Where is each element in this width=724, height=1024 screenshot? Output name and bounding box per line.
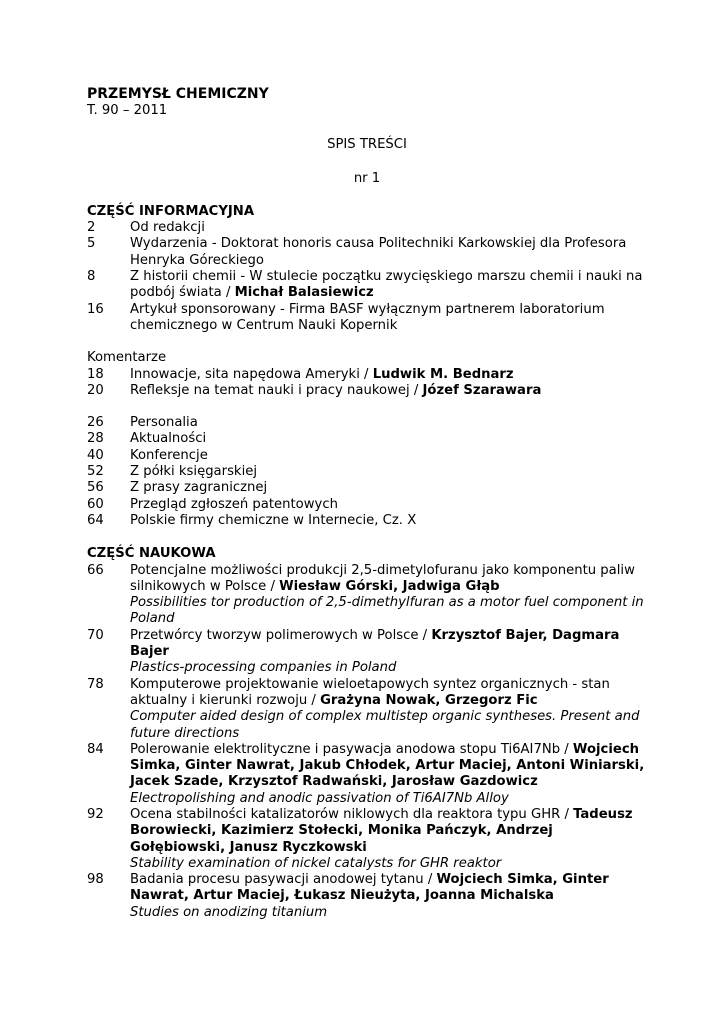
entry-page: 2: [87, 220, 96, 236]
entry-title: Badania procesu pasywacji anodowej tytanu /: [130, 872, 437, 888]
toc-entry: [87, 431, 647, 447]
entry-page: 98: [87, 872, 104, 888]
toc-entry: [87, 628, 647, 677]
toc-entry: [87, 563, 647, 628]
toc-entry: [87, 480, 647, 496]
comments-heading: Komentarze: [87, 350, 167, 366]
info-section-heading: CZĘŚĆ INFORMACYJNA: [87, 203, 255, 219]
entry-page: 8: [87, 269, 96, 285]
entry-author: Krzysztof Bajer, Dagmara Bajer: [130, 627, 620, 660]
entry-page: 26: [87, 415, 104, 431]
entry-title: Ocena stabilności katalizatorów niklowych dla reaktora typu GHR /: [130, 806, 574, 822]
entry-page: 56: [87, 480, 104, 496]
entry-author: Grażyna Nowak, Grzegorz Fic: [320, 692, 538, 708]
entry-author: Tadeusz Borowiecki, Kazimierz Stołecki, Monika Pańczyk, Andrzej Gołębiowski, Janusz Ryczkowski: [130, 806, 633, 855]
entry-page: 78: [87, 676, 104, 692]
entry-page: 40: [87, 447, 104, 463]
entry-page: 18: [87, 366, 104, 382]
entry-page: 84: [87, 741, 104, 757]
entry-title: Refleksje na temat nauki i pracy naukowej /: [130, 382, 423, 398]
entry-title: Aktualności: [130, 431, 207, 447]
entry-author: Józef Szarawara: [422, 382, 542, 398]
entry-page: 52: [87, 464, 104, 480]
science-list: [87, 563, 647, 922]
entry-page: 70: [87, 627, 104, 643]
toc-entry: [87, 497, 647, 513]
entry-author: Wojciech Simka, Ginter Nawrat, Artur Maciej, Łukasz Nieużyta, Joanna Michalska: [130, 872, 609, 904]
entry-english-title: Studies on anodizing titanium: [130, 904, 328, 920]
entry-title: Przetwórcy tworzyw polimerowych w Polsce /: [130, 627, 432, 643]
entry-english-title: Electropolishing and anodic passivation of Ti6AI7Nb Alloy: [130, 790, 509, 806]
toc-entry: [87, 448, 647, 464]
toc-entry: [87, 872, 647, 921]
entry-title: Artykuł sponsorowany - Firma BASF wyłącznym partnerem laboratorium chemicznego w Centrum Nauki Kopernik: [130, 301, 605, 333]
issue-number: nr 1: [353, 170, 381, 186]
toc-entry: [87, 220, 647, 236]
science-section-heading: CZĘŚĆ NAUKOWA: [87, 546, 216, 562]
entry-title: Konferencje: [130, 447, 208, 463]
entry-page: 16: [87, 301, 104, 317]
entry-author: Wojciech Simka, Ginter Nawrat, Jakub Chłodek, Artur Maciej, Antoni Winiarski, Jacek Szade, Krzysztof Radwański, Jarosław Gazdowicz: [130, 741, 645, 790]
entry-author: Ludwik M. Bednarz: [372, 366, 514, 382]
entry-english-title: Stability examination of nickel catalysts for GHR reaktor: [130, 855, 502, 871]
entry-title: Personalia: [130, 415, 198, 431]
toc-entry: [87, 677, 647, 742]
entry-title: Komputerowe projektowanie wieloetapowych syntez organicznych - stan aktualny i kierunki rozwoju /: [130, 676, 610, 708]
entry-page: 64: [87, 512, 104, 528]
entry-title: Z prasy zagranicznej: [130, 480, 268, 496]
toc-entry: [87, 464, 647, 480]
entry-title: Z historii chemii - W stulecie początku zwycięskiego marszu chemii i nauki na podbój świata /: [130, 269, 643, 301]
toc-entry: [87, 807, 647, 872]
info-list: [87, 220, 647, 334]
entry-title: Z półki księgarskiej: [130, 464, 258, 480]
entry-page: 92: [87, 806, 104, 822]
journal-title: PRZEMYSŁ CHEMICZNY: [87, 86, 269, 102]
entry-title: Potencjalne możliwości produkcji 2,5-dimetylofuranu jako komponentu paliw silnikowych w Polsce /: [130, 562, 635, 594]
toc-entry: [87, 383, 647, 399]
entry-title: Przegląd zgłoszeń patentowych: [130, 496, 338, 512]
entry-title: Innowacje, sita napędowa Ameryki /: [130, 366, 373, 382]
entry-page: 20: [87, 382, 104, 398]
entry-page: 60: [87, 496, 104, 512]
entry-title: Polskie firmy chemiczne w Internecie, Cz. X: [130, 512, 417, 528]
toc-entry: [87, 367, 647, 383]
entry-title: Wydarzenia - Doktorat honoris causa Politechniki Karkowskiej dla Profesora Henryka Góreckiego: [130, 236, 627, 268]
toc-entry: [87, 415, 647, 431]
entry-english-title: Plastics-processing companies in Poland: [130, 660, 397, 676]
entry-page: 28: [87, 431, 104, 447]
toc-entry: [87, 236, 647, 269]
volume-label: T. 90 – 2011: [87, 103, 168, 118]
entry-title: Polerowanie elektrolityczne i pasywacja anodowa stopu Ti6AI7Nb /: [130, 741, 573, 757]
toc-entry: [87, 302, 647, 335]
entry-author: Wiesław Górski, Jadwiga Głąb: [279, 578, 500, 594]
toc-entry: [87, 269, 647, 302]
entry-author: Michał Balasiewicz: [234, 285, 374, 301]
entry-english-title: Possibilities tor production of 2,5-dimethylfuran as a motor fuel component in Poland: [130, 595, 644, 627]
entry-page: 66: [87, 562, 104, 578]
toc-entry: [87, 742, 647, 807]
entry-english-title: Computer aided design of complex multistep organic syntheses. Present and future directions: [130, 709, 640, 741]
toc-entry: [87, 513, 647, 529]
misc-list: [87, 415, 647, 529]
document-page: [87, 86, 647, 921]
toc-heading: SPIS TREŚCI: [327, 137, 407, 153]
entry-page: 5: [87, 236, 96, 252]
entry-title: Od redakcji: [130, 220, 205, 236]
